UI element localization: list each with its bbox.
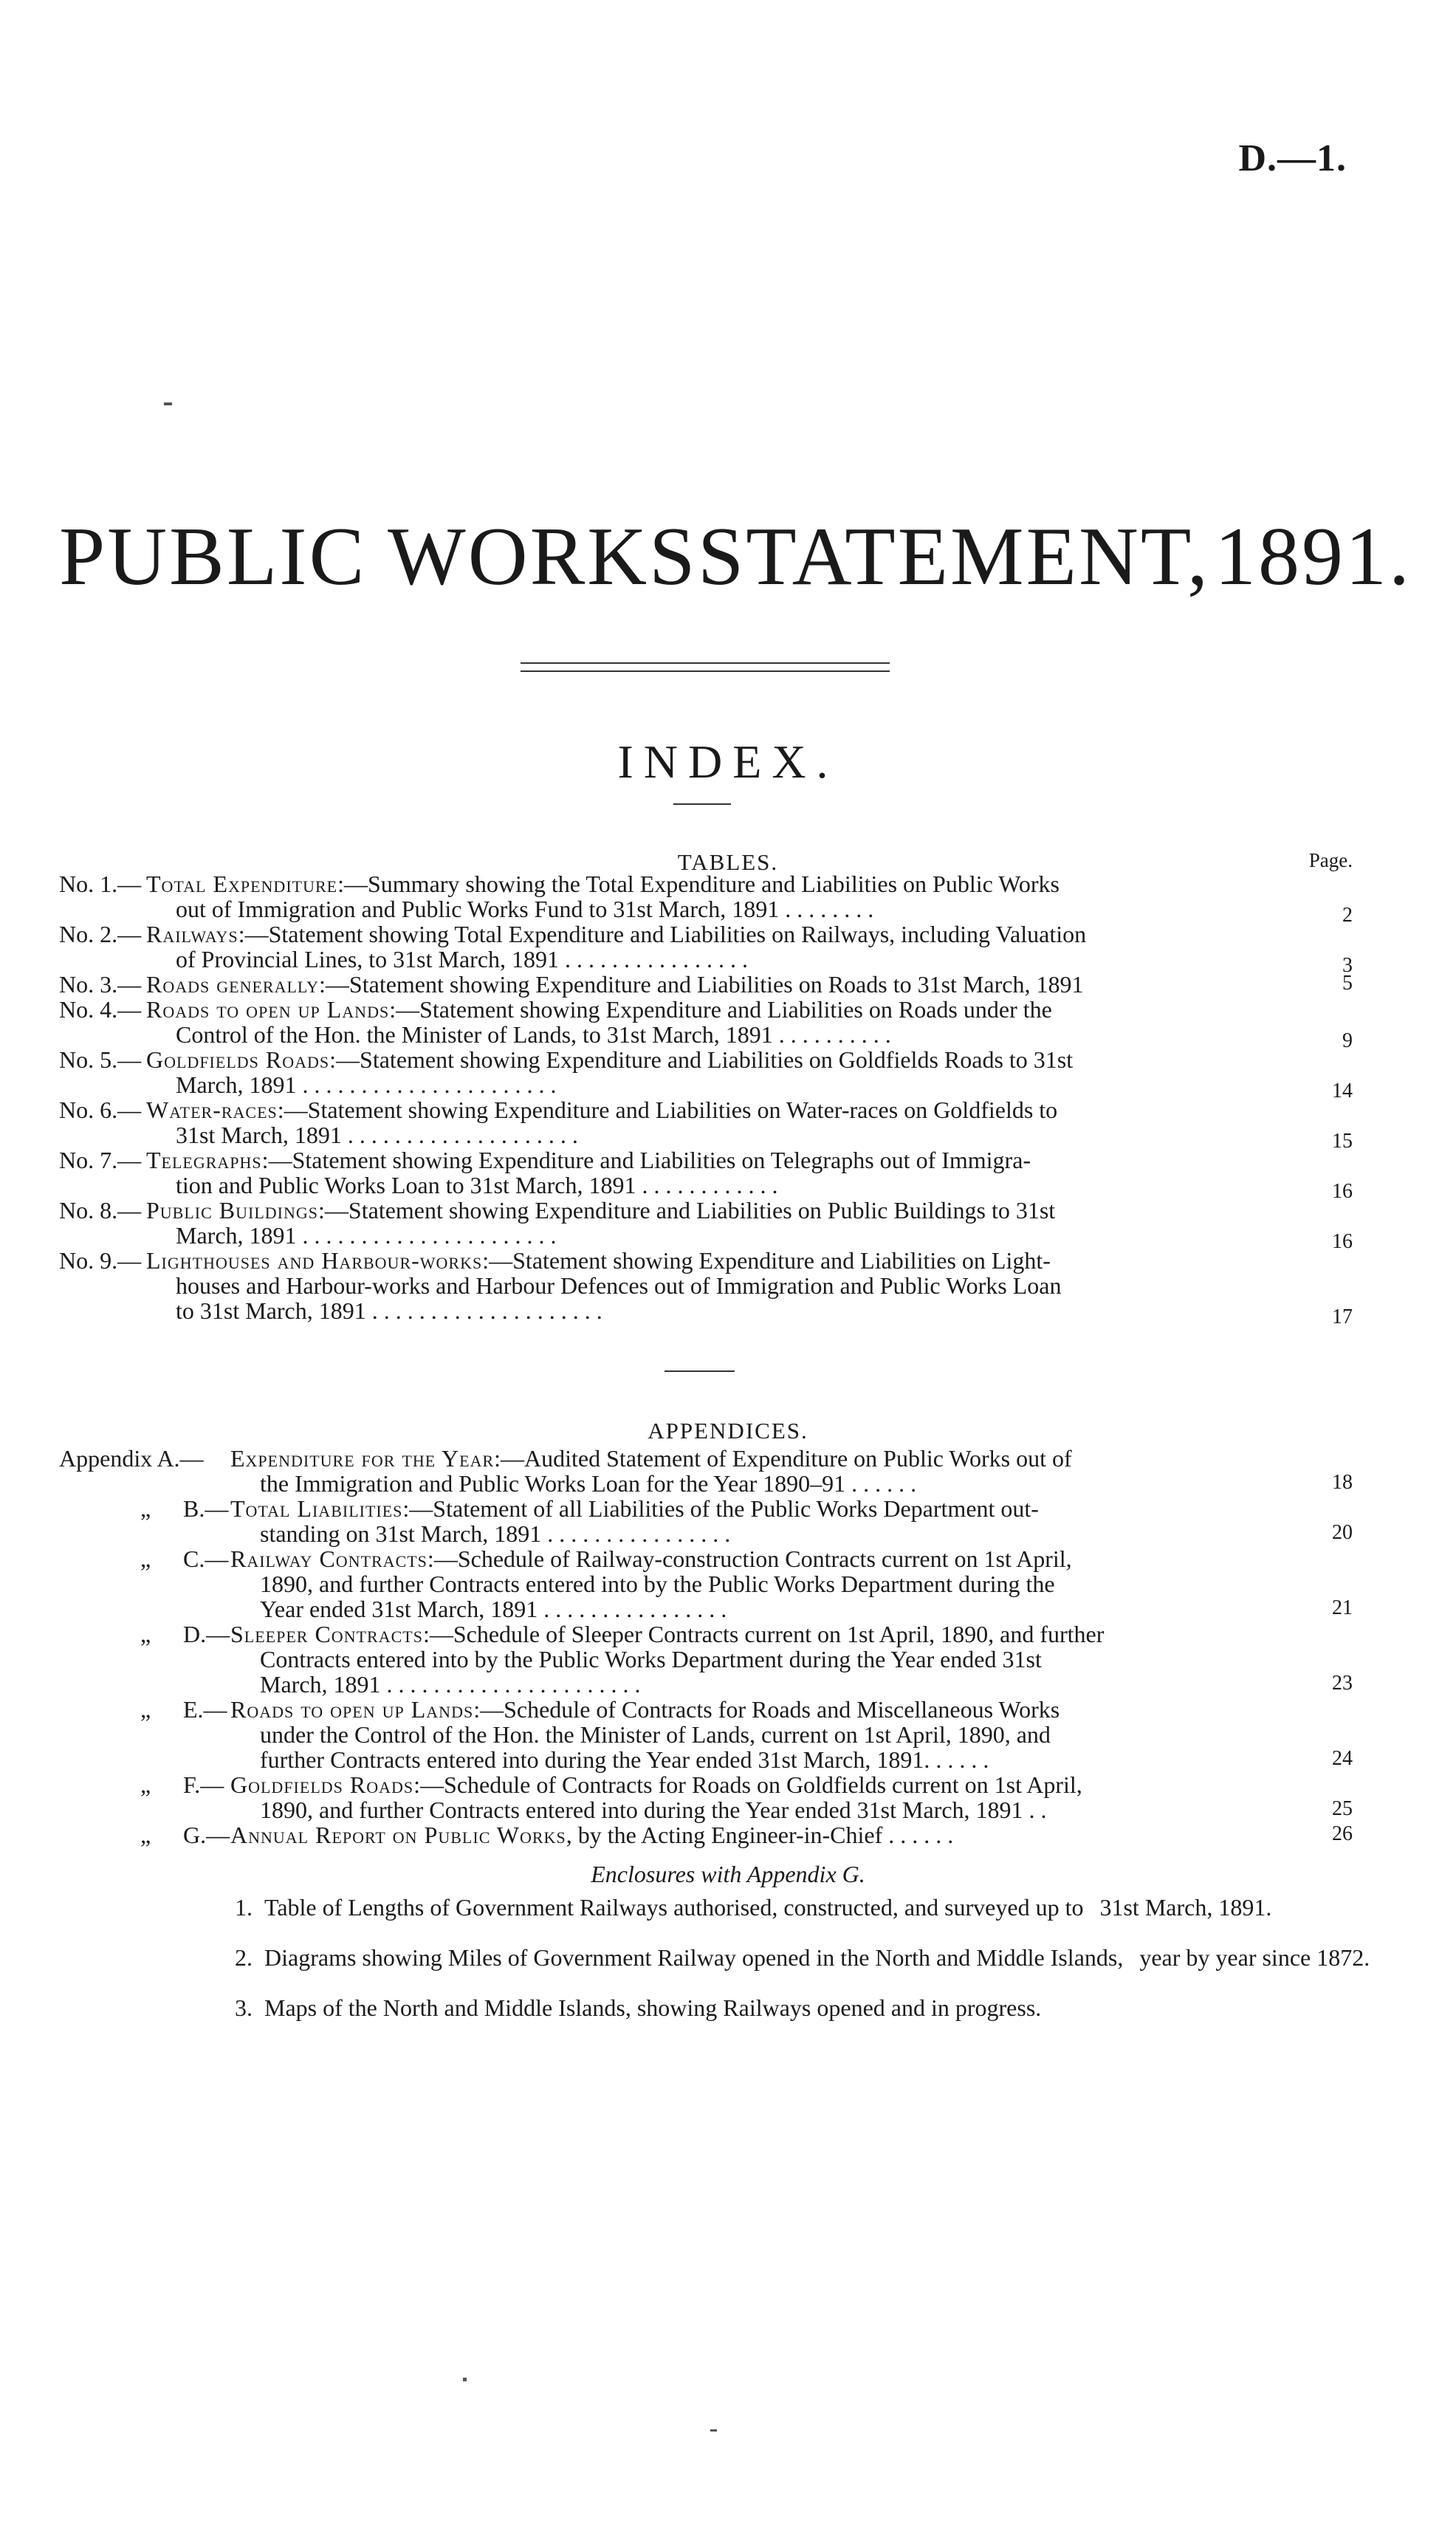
description-line — [230, 1546, 1316, 1571]
line-text: :—Audited Statement of Expenditure on Public Works out of — [494, 1445, 1072, 1472]
page-column-heading: Page. — [1308, 849, 1353, 871]
description-line — [230, 1697, 1316, 1722]
description-line: Diagrams showing Miles of Government Railway opened in the North and Middle Islands, — [264, 1944, 1124, 1971]
appendix-description — [230, 1446, 1316, 1496]
table-description — [146, 1097, 1254, 1147]
line-text: 1890, and further Contracts entered into by the Public Works Department during the — [260, 1571, 1055, 1597]
line-text: , by the Acting Engineer-in-Chief . . . . . . — [566, 1822, 954, 1848]
ditto-mark: „ — [140, 1495, 151, 1522]
print-speck — [164, 402, 172, 405]
table-number: No. 2.— — [59, 921, 142, 947]
page-number: 15 — [1332, 1130, 1353, 1153]
line-text: :—Statement showing Expenditure and Liabilities on Telegraphs out of Immigra- — [261, 1147, 1031, 1173]
page-number: 2 — [1342, 904, 1353, 927]
appendix-entry — [59, 1772, 1329, 1822]
description-line — [230, 1747, 1316, 1772]
table-entry — [59, 1047, 1255, 1097]
line-text: 31st March, 1891 . . . . . . . . . . . . . . . . . . . . — [176, 1122, 578, 1148]
title-word: STATEMENT, — [698, 511, 1211, 603]
description-line — [230, 1596, 1316, 1622]
appendix-label: D.— — [183, 1621, 230, 1647]
line-text: standing on 31st March, 1891 . . . . . . . . . . . . . . . . — [260, 1520, 731, 1547]
description-line — [230, 1496, 1316, 1521]
page-number: 16 — [1332, 1230, 1353, 1253]
table-description — [146, 1147, 1254, 1198]
description-line — [230, 1446, 1316, 1471]
line-text: of Provincial Lines, to 31st March, 1891 . . . . . . . . . . . . . . . . — [176, 946, 749, 972]
document-reference: D.—1. — [1238, 137, 1347, 179]
page-number: 3 — [1342, 954, 1353, 977]
appendix-entry — [59, 1496, 1329, 1546]
appendix-heading: Annual Report on Public Works — [230, 1822, 566, 1848]
description-line — [230, 1521, 1316, 1546]
table-heading: Public Buildings — [146, 1197, 319, 1224]
print-speck — [710, 2429, 717, 2432]
ditto-mark: „ — [140, 1771, 151, 1798]
appendix-description — [230, 1697, 1316, 1772]
line-text: :—Statement showing Total Expenditure and Liabilities on Railways, including Valuation — [238, 921, 1087, 947]
line-text: :—Statement showing Expenditure and Liabilities on Roads to 31st March, 1891 — [319, 971, 1084, 998]
table-heading: Water-races — [146, 1097, 278, 1123]
description-line — [230, 1571, 1316, 1596]
title-word: PUBLIC — [59, 511, 367, 603]
line-text: :—Schedule of Railway-construction Contracts current on 1st April, — [427, 1545, 1072, 1572]
ditto-mark: „ — [140, 1696, 151, 1723]
table-number: No. 7.— — [59, 1147, 142, 1173]
line-text: to 31st March, 1891 . . . . . . . . . . . . . . . . . . . . — [176, 1297, 602, 1324]
line-text: Contracts entered into by the Public Works Department during the Year ended 31st — [260, 1646, 1042, 1672]
table-entry — [59, 1198, 1255, 1248]
index-heading: INDEX. — [617, 735, 839, 788]
table-entry — [59, 922, 1255, 972]
description-line — [146, 1273, 1254, 1298]
line-text: :—Statement showing Expenditure and Liabilities on Water-races on Goldfields to — [277, 1097, 1058, 1123]
line-text: further Contracts entered into during the Year ended 31st March, 1891. . . . . . — [260, 1746, 989, 1773]
description-line — [230, 1647, 1316, 1672]
table-heading: Total Expenditure — [146, 871, 338, 897]
description-line — [230, 1471, 1316, 1496]
appendix-heading: Total Liabilities — [230, 1495, 403, 1522]
table-description — [146, 997, 1254, 1047]
enclosure-item — [235, 1995, 1261, 2020]
appendix-label: C.— — [183, 1545, 229, 1572]
page-number: 16 — [1332, 1180, 1353, 1203]
appendix-description — [230, 1546, 1316, 1622]
description-line — [146, 972, 1254, 997]
section-divider — [665, 1370, 735, 1372]
table-heading: Railways — [146, 921, 238, 947]
table-entry — [59, 1248, 1255, 1323]
description-line — [230, 1772, 1316, 1797]
description-line — [230, 1722, 1316, 1747]
description-line — [230, 1797, 1316, 1822]
table-entry — [59, 1097, 1255, 1147]
appendix-heading: Sleeper Contracts — [230, 1621, 423, 1647]
enclosure-item — [235, 1944, 1370, 1995]
description-line — [146, 1072, 1254, 1097]
enclosure-description — [264, 1895, 1271, 1920]
enclosure-number: 2. — [235, 1944, 253, 1971]
title-word: 1891. — [1215, 511, 1412, 603]
appendix-entry — [59, 1622, 1329, 1697]
description-line — [146, 1097, 1254, 1122]
ditto-mark: „ — [140, 1822, 151, 1848]
table-heading: Roads generally — [146, 971, 320, 998]
line-text: the Immigration and Public Works Loan for the Year 1890–91 . . . . . . — [260, 1470, 917, 1497]
appendices-heading: APPENDICES. — [648, 1418, 808, 1444]
table-description — [146, 1198, 1254, 1248]
appendix-description — [230, 1772, 1316, 1822]
ditto-mark: „ — [140, 1545, 151, 1572]
appendix-description — [230, 1822, 1316, 1847]
line-text: 1890, and further Contracts entered into during the Year ended 31st March, 1891 . . — [260, 1797, 1047, 1823]
description-line — [146, 871, 1254, 896]
table-description — [146, 972, 1254, 997]
description-line: 31st March, 1891. — [1099, 1894, 1272, 1921]
description-line: Table of Lengths of Government Railways authorised, constructed, and surveyed up to — [264, 1894, 1084, 1921]
ditto-mark: „ — [140, 1621, 151, 1647]
document-title — [59, 509, 1412, 605]
line-text: out of Immigration and Public Works Fund to 31st March, 1891 . . . . . . . . — [176, 896, 874, 922]
enclosures-heading: Enclosures with Appendix G. — [591, 1861, 865, 1887]
table-description — [146, 922, 1254, 972]
appendix-heading: Railway Contracts — [230, 1545, 427, 1572]
appendix-label: F.— — [183, 1771, 224, 1798]
description-line — [146, 1298, 1254, 1323]
line-text: :—Schedule of Sleeper Contracts current on 1st April, 1890, and further — [422, 1621, 1105, 1647]
description-line — [146, 1198, 1254, 1223]
table-entry — [59, 1147, 1255, 1198]
line-text: March, 1891 . . . . . . . . . . . . . . . . . . . . . . — [260, 1671, 641, 1698]
table-description — [146, 1047, 1254, 1097]
page-number: 20 — [1332, 1521, 1353, 1544]
appendix-heading: Goldfields Roads — [230, 1771, 414, 1798]
line-text: :—Summary showing the Total Expenditure and Liabilities on Public Works — [337, 871, 1060, 897]
table-entry — [59, 871, 1255, 922]
line-text: March, 1891 . . . . . . . . . . . . . . . . . . . . . . — [176, 1071, 557, 1098]
line-text: :—Statement showing Expenditure and Liabilities on Light- — [482, 1247, 1051, 1274]
enclosure-number: 1. — [235, 1894, 253, 1921]
table-number: No. 5.— — [59, 1046, 142, 1073]
table-heading: Telegraphs — [146, 1147, 262, 1173]
enclosure-description — [264, 1945, 1370, 1970]
description-line — [146, 1173, 1254, 1198]
page-number: 21 — [1332, 1596, 1353, 1619]
line-text: :—Schedule of Contracts for Roads and Miscellaneous Works — [473, 1696, 1060, 1723]
appendix-label: B.— — [183, 1495, 229, 1522]
description-line — [146, 1223, 1254, 1248]
table-description — [146, 1248, 1254, 1323]
line-text: :—Schedule of Contracts for Roads on Goldfields current on 1st April, — [413, 1771, 1082, 1798]
table-number: No. 9.— — [59, 1247, 142, 1274]
line-text: tion and Public Works Loan to 31st March, 1891 . . . . . . . . . . . . — [176, 1172, 778, 1198]
rule-divider — [673, 803, 731, 805]
line-text: :—Statement of all Liabilities of the Public Works Department out- — [402, 1495, 1039, 1522]
page-number: 9 — [1342, 1029, 1353, 1052]
tables-heading: TABLES. — [677, 849, 779, 875]
appendix-description — [230, 1622, 1316, 1697]
description-line — [146, 947, 1254, 972]
appendix-entry — [59, 1822, 1329, 1847]
line-text: :—Statement showing Expenditure and Liabilities on Public Buildings to 31st — [318, 1197, 1056, 1224]
description-line — [146, 997, 1254, 1022]
description-line — [146, 922, 1254, 947]
print-speck — [463, 2378, 467, 2381]
page-number: 26 — [1332, 1822, 1353, 1845]
table-entry — [59, 997, 1255, 1047]
table-number: No. 3.— — [59, 971, 142, 998]
appendix-heading: Roads to open up Lands — [230, 1696, 474, 1723]
description-line — [146, 1248, 1254, 1273]
description-line — [146, 1122, 1254, 1147]
appendix-heading: Expenditure for the Year — [230, 1445, 495, 1472]
appendix-entry — [59, 1446, 1329, 1496]
description-line — [146, 1147, 1254, 1173]
appendix-entry — [59, 1697, 1329, 1772]
page-number: 23 — [1332, 1672, 1353, 1695]
description-line — [230, 1822, 1316, 1847]
line-text: Year ended 31st March, 1891 . . . . . . . . . . . . . . . . — [260, 1596, 727, 1622]
line-text: houses and Harbour-works and Harbour Defences out of Immigration and Public Works Loan — [176, 1272, 1062, 1299]
table-heading: Roads to open up Lands — [146, 996, 390, 1023]
table-number: No. 8.— — [59, 1197, 142, 1224]
line-text: :—Statement showing Expenditure and Liabilities on Goldfields Roads to 31st — [329, 1046, 1074, 1073]
page-number: 24 — [1332, 1747, 1353, 1770]
description-line: year by year since 1872. — [1139, 1944, 1370, 1971]
description-line — [230, 1672, 1316, 1697]
enclosure-description — [264, 1995, 1041, 2020]
description-line — [146, 1047, 1254, 1072]
table-entry — [59, 972, 1255, 997]
appendix-entry — [59, 1546, 1329, 1622]
line-text: March, 1891 . . . . . . . . . . . . . . . . . . . . . . — [176, 1222, 557, 1249]
enclosure-number: 3. — [235, 1994, 253, 2021]
appendix-label: Appendix A.— — [59, 1445, 204, 1472]
page-number: 17 — [1332, 1305, 1353, 1328]
table-description — [146, 871, 1254, 922]
title-word: WORKS — [388, 511, 698, 603]
table-number: No. 1.— — [59, 871, 142, 897]
description-line — [146, 896, 1254, 922]
appendix-description — [230, 1496, 1316, 1546]
appendix-label: G.— — [183, 1822, 230, 1848]
appendix-label: E.— — [183, 1696, 227, 1723]
table-number: No. 4.— — [59, 996, 142, 1023]
line-text: Control of the Hon. the Minister of Lands, to 31st March, 1891 . . . . . . . . . . — [176, 1021, 891, 1048]
page-number: 14 — [1332, 1080, 1353, 1102]
table-heading: Goldfields Roads — [146, 1046, 330, 1073]
table-heading: Lighthouses and Harbour-works — [146, 1247, 483, 1274]
table-number: No. 6.— — [59, 1097, 142, 1123]
enclosure-item — [235, 1894, 1272, 1945]
page-number: 25 — [1332, 1797, 1353, 1820]
description-line — [146, 1022, 1254, 1047]
double-rule-divider — [521, 662, 890, 672]
line-text: :—Statement showing Expenditure and Liabilities on Roads under the — [389, 996, 1052, 1023]
description-line: Maps of the North and Middle Islands, showing Railways opened and in progress. — [264, 1994, 1042, 2021]
line-text: under the Control of the Hon. the Minister of Lands, current on 1st April, 1890, and — [260, 1721, 1051, 1748]
page-number: 5 — [1342, 972, 1353, 995]
description-line — [230, 1622, 1316, 1647]
page-number: 18 — [1332, 1471, 1353, 1494]
